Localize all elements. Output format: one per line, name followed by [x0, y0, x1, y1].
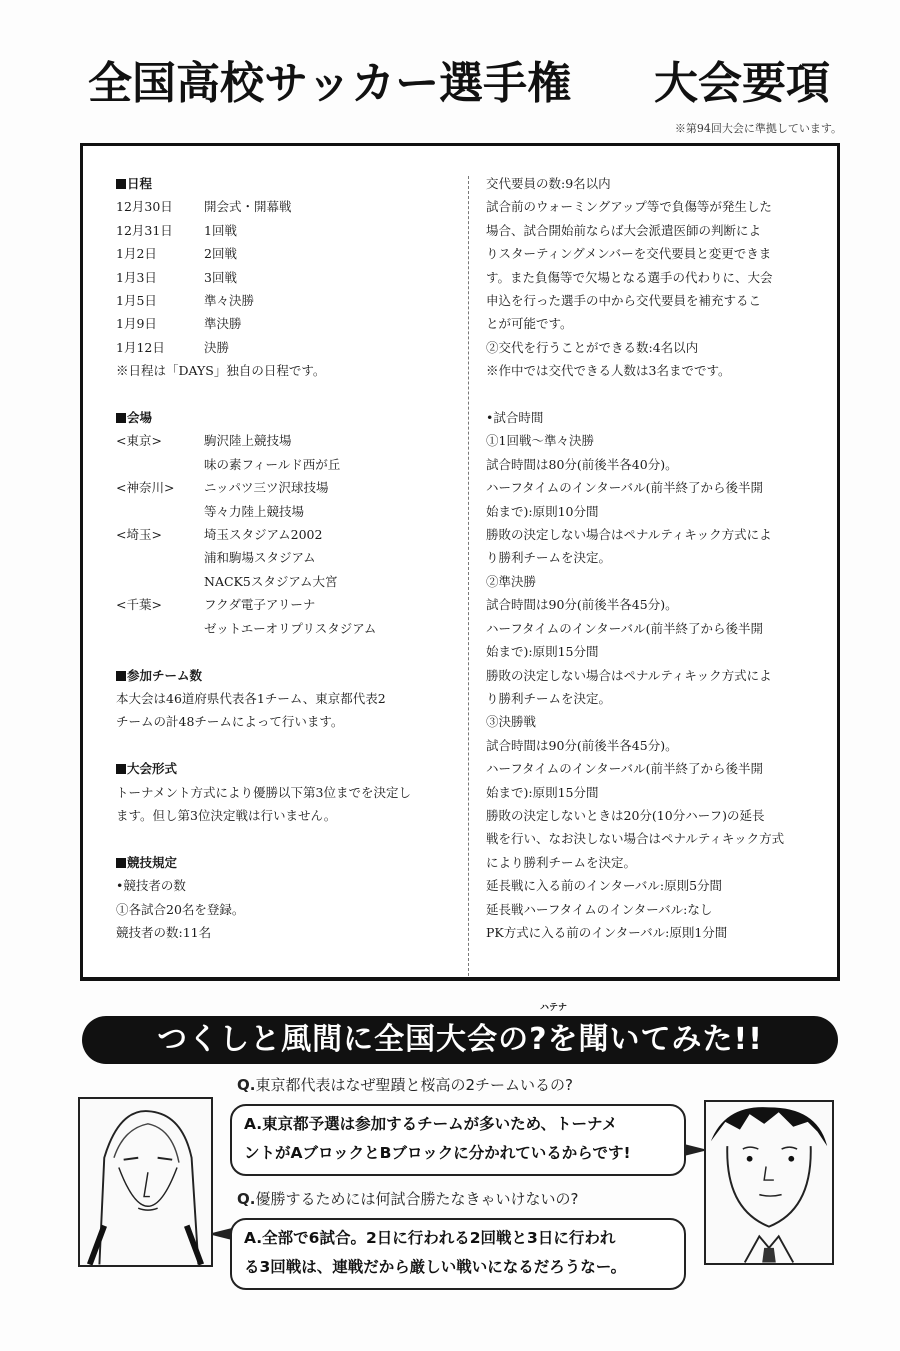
- qa-banner: つくしと風間に全国大会の?を聞いてみた!!: [82, 1016, 838, 1064]
- section-format-title: 大会形式: [116, 757, 456, 780]
- page-title-main: 全国高校サッカー選手権: [88, 58, 572, 109]
- match-time-text: 試合時間は80分(前後半各40分)。: [486, 456, 678, 472]
- schedule-row: 1月2日 2回戦: [116, 246, 237, 262]
- teams-text: 本大会は46道府県代表各1チーム、東京都代表2: [116, 690, 386, 706]
- section-schedule-title: 日程: [116, 172, 456, 195]
- schedule-row: 12月31日 1回戦: [116, 222, 237, 238]
- square-bullet-icon: [116, 179, 126, 189]
- match-time-text: ①1回戦～準々決勝: [486, 433, 594, 449]
- venue-row: <千葉> フクダ電子アリーナ: [116, 597, 316, 613]
- schedule-row: 1月3日 3回戦: [116, 269, 237, 285]
- substitutes-text: 申込を行った選手の中から交代要員を補充するこ: [486, 293, 762, 309]
- section-teams-title: 参加チーム数: [116, 664, 456, 687]
- square-bullet-icon: [116, 413, 126, 423]
- venue-row: <東京> 駒沢陸上競技場: [116, 433, 292, 449]
- schedule-row: 1月5日 準々決勝: [116, 293, 255, 309]
- venue-row: <神奈川> ニッパツ三ツ沢球技場: [116, 480, 329, 496]
- edition-footnote: ※第94回大会に準拠しています。: [674, 122, 842, 135]
- question-1: Q.東京都代表はなぜ聖蹟と桜高の2チームいるの?: [237, 1076, 573, 1094]
- match-time-text: 延長戦に入る前のインターバル:原則5分間: [486, 878, 723, 894]
- rules-box: [80, 143, 840, 981]
- substitutes-text: 交代要員の数:9名以内: [486, 176, 611, 191]
- schedule-row: 1月9日 準決勝: [116, 316, 242, 332]
- venue-row: 味の素フィールド西が丘: [204, 456, 341, 472]
- venue-row: 浦和駒場スタジアム: [204, 550, 316, 566]
- kazama-portrait: [78, 1097, 213, 1267]
- match-time-text: 戦を行い、なお決しない場合はペナルティキック方式: [486, 831, 785, 847]
- match-time-text: 勝敗の決定しないときは20分(10分ハーフ)の延長: [486, 807, 765, 823]
- match-time-text: 勝敗の決定しない場合はペナルティキック方式によ: [486, 527, 772, 543]
- banner-ruby: ハテナ: [540, 1003, 568, 1013]
- match-time-text: ③決勝戦: [486, 714, 537, 730]
- square-bullet-icon: [116, 671, 126, 681]
- short-hair-character-icon: [706, 1102, 832, 1263]
- square-bullet-icon: [116, 858, 126, 868]
- match-time-text: ハーフタイムのインターバル(前半終了から後半開: [486, 620, 764, 636]
- match-time-text: ②準決勝: [486, 573, 537, 589]
- right-column: [486, 172, 821, 944]
- substitutes-text: とが可能です。: [486, 316, 573, 332]
- regulations-text: ①各試合20名を登録。: [116, 901, 245, 917]
- match-time-text: 始まで):原則15分間: [486, 644, 599, 660]
- substitutes-text: 場合、試合開始前ならば大会派遣医師の判断によ: [486, 222, 762, 238]
- venue-row: NACK5スタジアム大宮: [204, 573, 338, 589]
- match-time-text: PK方式に入る前のインターバル:原則1分間: [486, 924, 728, 940]
- page-title: [88, 54, 848, 114]
- column-divider: [468, 176, 469, 976]
- long-hair-character-icon: [80, 1099, 211, 1265]
- question-2: Q.優勝するためには何試合勝たなきゃいけないの?: [237, 1190, 579, 1208]
- schedule-note: ※日程は「DAYS」独自の日程です。: [116, 363, 326, 379]
- match-time-text: 試合時間は90分(前後半各45分)。: [486, 737, 678, 753]
- venue-row: ゼットエーオリプリスタジアム: [204, 620, 377, 636]
- square-bullet-icon: [116, 764, 126, 774]
- answer-bubble-2: A.全部で6試合。2日に行われる2回戦と3日に行われ る3回戦は、連戦だから厳しい戦いになるだろうなー。: [230, 1218, 686, 1290]
- schedule-row: 1月12日 決勝: [116, 339, 230, 355]
- match-time-text: 始まで):原則15分間: [486, 784, 599, 800]
- format-text: トーナメント方式により優勝以下第3位までを決定し: [116, 784, 411, 800]
- substitutes-text: す。また負傷等で欠場となる選手の代わりに、大会: [486, 269, 773, 285]
- venue-row: <埼玉> 埼玉スタジアム2002: [116, 527, 323, 543]
- substitutes-text: ※作中では交代できる人数は3名までです。: [486, 363, 731, 379]
- schedule-row: 12月30日 開会式・開幕戦: [116, 199, 292, 215]
- page-title-sub: 大会要項: [654, 58, 830, 109]
- answer-bubble-1: A.東京都予選は参加するチームが多いため、トーナメ ントがAブロックとBブロックに分かれているからです!: [230, 1104, 686, 1176]
- regulations-text: •競技者の数: [116, 878, 186, 894]
- substitutes-text: ②交代を行うことができる数:4名以内: [486, 339, 699, 355]
- teams-text: チームの計48チームによって行います。: [116, 714, 344, 730]
- substitutes-text: 試合前のウォーミングアップ等で負傷等が発生した: [486, 199, 772, 215]
- section-regulations-title: 競技規定: [116, 851, 456, 874]
- match-time-text: •試合時間: [486, 410, 544, 426]
- match-time-text: により勝利チームを決定。: [486, 854, 637, 870]
- match-time-text: 勝敗の決定しない場合はペナルティキック方式によ: [486, 667, 772, 683]
- substitutes-text: りスターティングメンバーを交代要員と変更できま: [486, 246, 772, 262]
- regulations-text: 競技者の数:11名: [116, 924, 212, 940]
- match-time-text: ハーフタイムのインターバル(前半終了から後半開: [486, 761, 764, 777]
- match-time-text: ハーフタイムのインターバル(前半終了から後半開: [486, 480, 764, 496]
- format-text: ます。但し第3位決定戦は行いません。: [116, 807, 337, 823]
- venue-row: 等々力陸上競技場: [204, 503, 305, 519]
- match-time-text: り勝利チームを決定。: [486, 690, 612, 706]
- tsukushi-portrait: [704, 1100, 834, 1265]
- match-time-text: 延長戦ハーフタイムのインターバル:なし: [486, 901, 713, 917]
- section-venues-title: 会場: [116, 406, 456, 429]
- left-column: [116, 172, 456, 944]
- match-time-text: 始まで):原則10分間: [486, 503, 599, 519]
- match-time-text: り勝利チームを決定。: [486, 550, 612, 566]
- match-time-text: 試合時間は90分(前後半各45分)。: [486, 597, 678, 613]
